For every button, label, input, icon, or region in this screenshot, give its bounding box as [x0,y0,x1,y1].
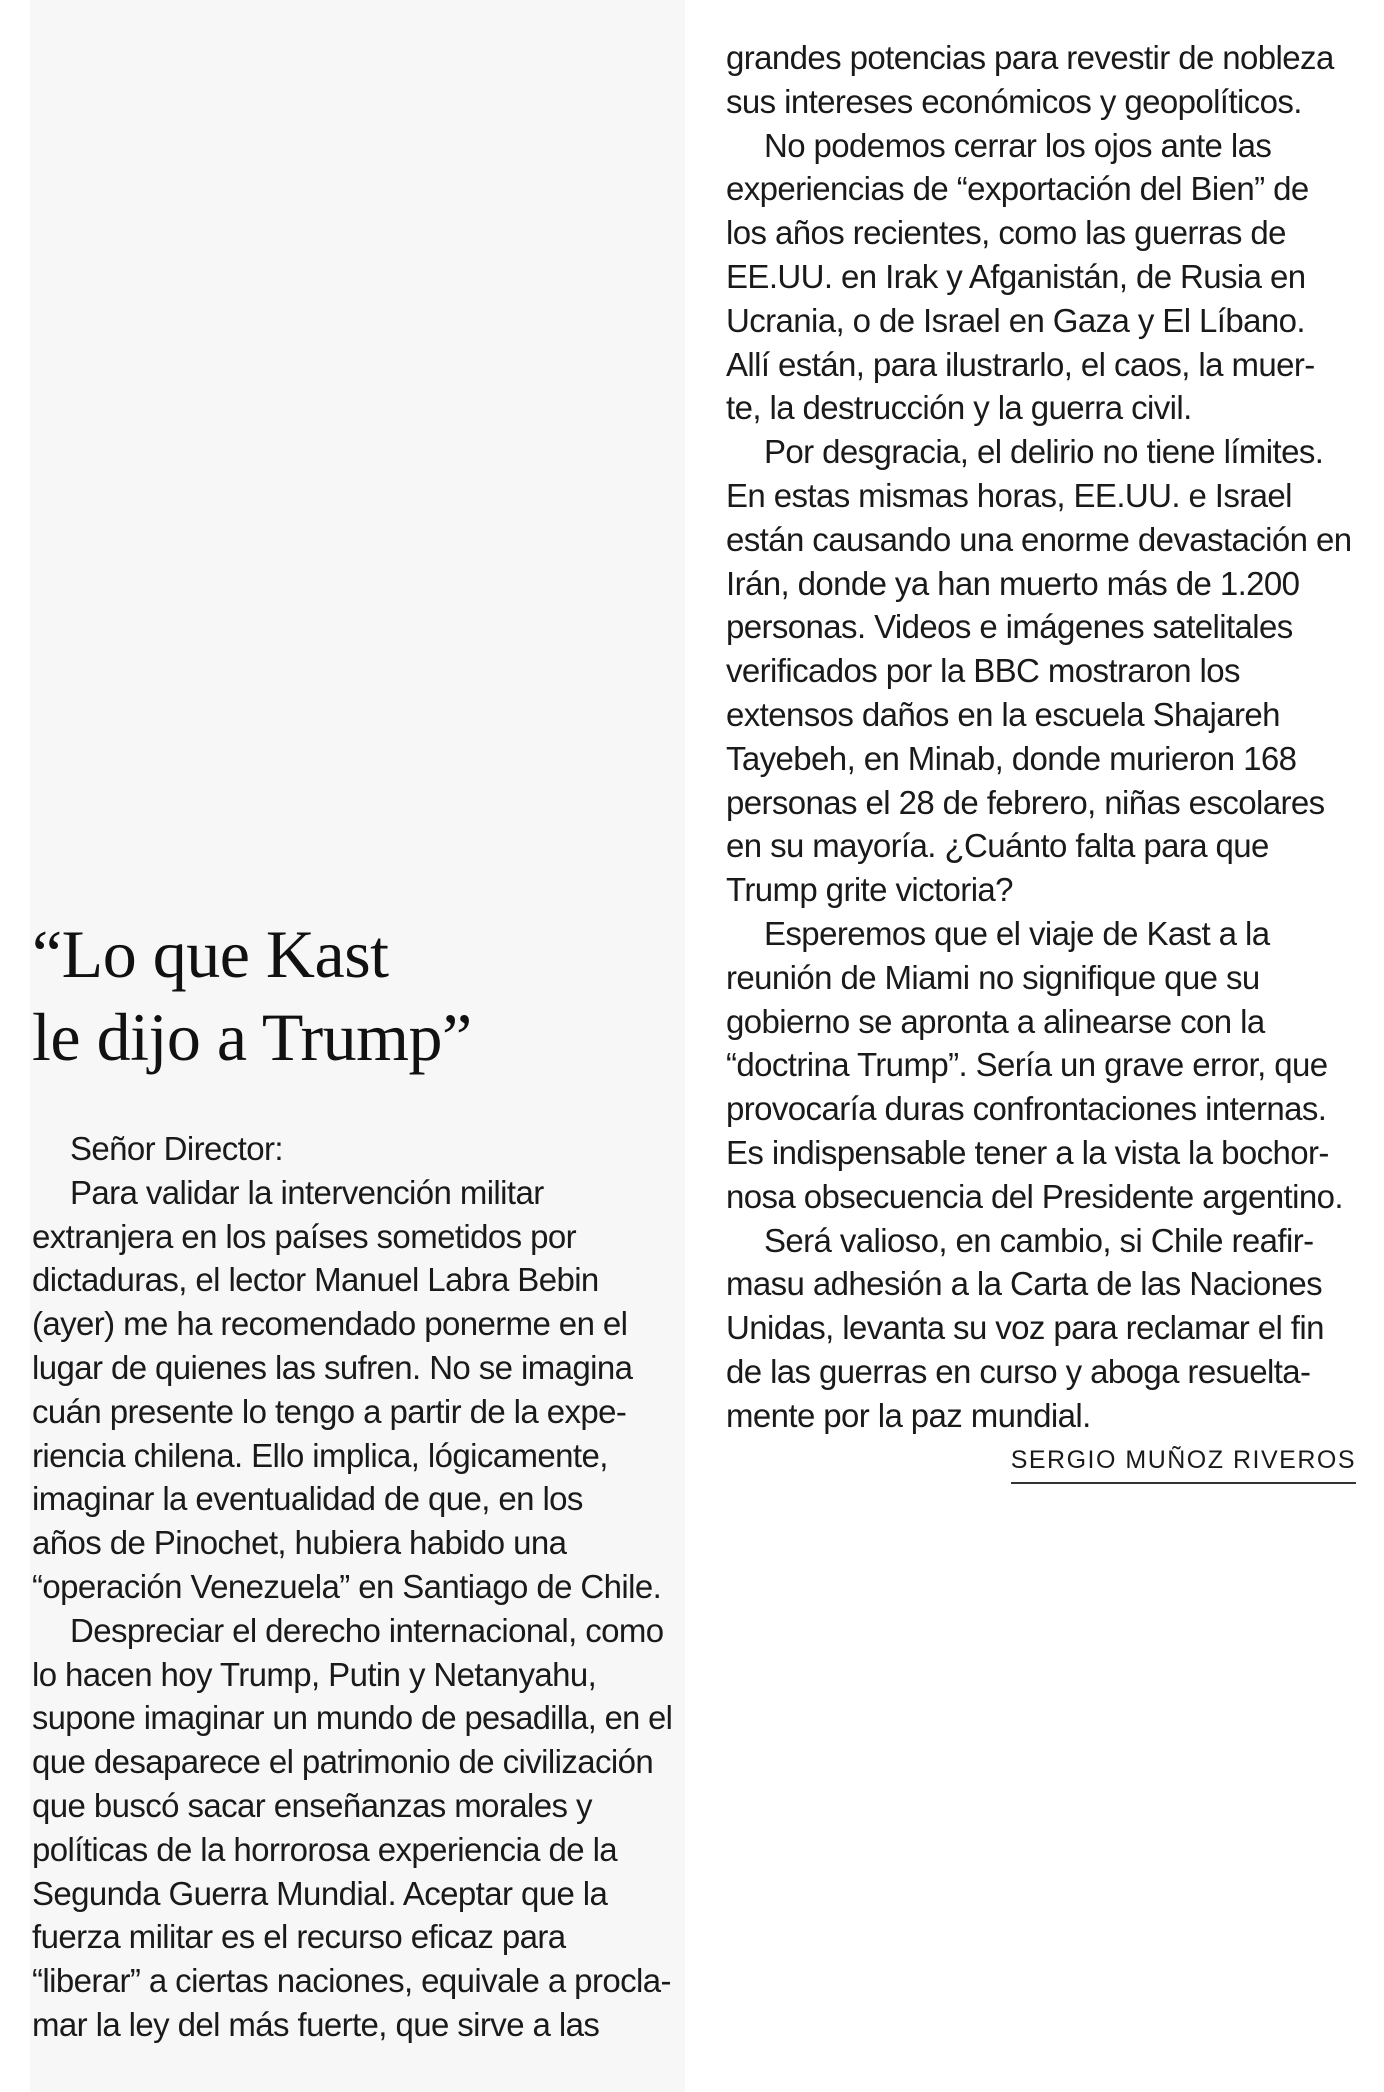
text-line: te, la destrucción y la guerra civil. [726,389,1192,427]
text-line: reunión de Miami no signifique que su [726,958,1260,996]
text-line: Trump grite victoria? [726,871,1013,909]
text-line: En estas mismas horas, EE.UU. e Israel [726,476,1292,514]
text-line: extensos daños en la escuela Shajareh [726,695,1280,733]
author-signature: SERGIO MUÑOZ RIVEROS [1011,1440,1356,1484]
signature-line [726,1440,1356,1484]
text-line: Señor Director: [70,1130,283,1167]
letter-body-left [32,1127,672,2047]
text-line: “operación Venezuela” en Santiago de Chile. [32,1567,662,1605]
text-line: cuán presente lo tengo a partir de la expe- [32,1392,627,1430]
text-line: lo hacen hoy Trump, Putin y Netanyahu, [32,1655,597,1693]
text-line: Ucrania, o de Israel en Gaza y El Líbano. [726,301,1305,339]
letter-body-right [726,36,1356,1484]
text-line: Es indispensable tener a la vista la bochor- [726,1133,1329,1171]
text-line: personas el 28 de febrero, niñas escolares [726,783,1325,821]
text-line: están causando una enorme devastación en [726,520,1352,558]
text-line: dictaduras, el lector Manuel Labra Bebin [32,1261,599,1299]
headline-line-2: le dijo a Trump” [32,999,472,1075]
text-line: No podemos cerrar los ojos ante las [764,126,1272,164]
text-line: Despreciar el derecho internacional, como [70,1611,664,1649]
text-line: extranjera en los países sometidos por [32,1217,577,1255]
text-line: Irán, donde ya han muerto más de 1.200 [726,564,1300,602]
text-line: fuerza militar es el recurso eficaz para [32,1918,566,1956]
text-line: los años recientes, como las guerras de [726,214,1286,252]
text-line: gobierno se apronta a alinearse con la [726,1002,1265,1040]
text-line: riencia chilena. Ello implica, lógicamente, [32,1436,608,1474]
text-line: Unidas, levanta su voz para reclamar el fin [726,1309,1324,1347]
text-line: en su mayoría. ¿Cuánto falta para que [726,827,1269,865]
text-line: Segunda Guerra Mundial. Aceptar que la [32,1874,608,1912]
text-line: “doctrina Trump”. Sería un grave error, que [726,1046,1328,1084]
text-line: Tayebeh, en Minab, donde murieron 168 [726,739,1297,777]
text-line: Por desgracia, el delirio no tiene límites. [764,433,1324,471]
text-line: Allí están, para ilustrarlo, el caos, la muer- [726,345,1315,383]
text-line: que desaparece el patrimonio de civilización [32,1743,654,1781]
text-line: personas. Videos e imágenes satelitales [726,608,1293,646]
text-line: supone imaginar un mundo de pesadilla, en el [32,1699,673,1737]
text-line: imaginar la eventualidad de que, en los [32,1480,583,1518]
text-line: (ayer) me ha recomendado ponerme en el [32,1305,628,1343]
text-line: Será valioso, en cambio, si Chile reafir- [764,1221,1314,1259]
text-line: grandes potencias para revestir de nobleza [726,39,1334,76]
text-line: nosa obsecuencia del Presidente argentino. [726,1177,1343,1215]
headline-line-1: “Lo que Kast [32,916,389,992]
text-line: años de Pinochet, hubiera habido una [32,1524,567,1562]
text-line: mente por la paz mundial. [726,1396,1091,1434]
text-line: Esperemos que el viaje de Kast a la [764,914,1270,952]
text-line: EE.UU. en Irak y Afganistán, de Rusia en [726,257,1306,295]
letter-headline [32,913,472,1079]
text-line: Para validar la intervención militar [70,1173,544,1211]
text-line: provocaría duras confrontaciones internas. [726,1090,1327,1128]
text-line: políticas de la horrorosa experiencia de la [32,1830,618,1868]
text-line: experiencias de “exportación del Bien” de [726,170,1309,208]
text-line: lugar de quienes las sufren. No se imagina [32,1348,633,1386]
text-line: mar la ley del más fuerte, que sirve a las [32,2005,600,2043]
text-line: sus intereses económicos y geopolíticos. [726,82,1302,120]
text-line: “liberar” a ciertas naciones, equivale a procla- [32,1962,671,2000]
text-line: que buscó sacar enseñanzas morales y [32,1786,592,1824]
text-line: masu adhesión a la Carta de las Naciones [726,1265,1323,1303]
text-line: verificados por la BBC mostraron los [726,652,1240,690]
text-line: de las guerras en curso y aboga resuelta- [726,1352,1311,1390]
